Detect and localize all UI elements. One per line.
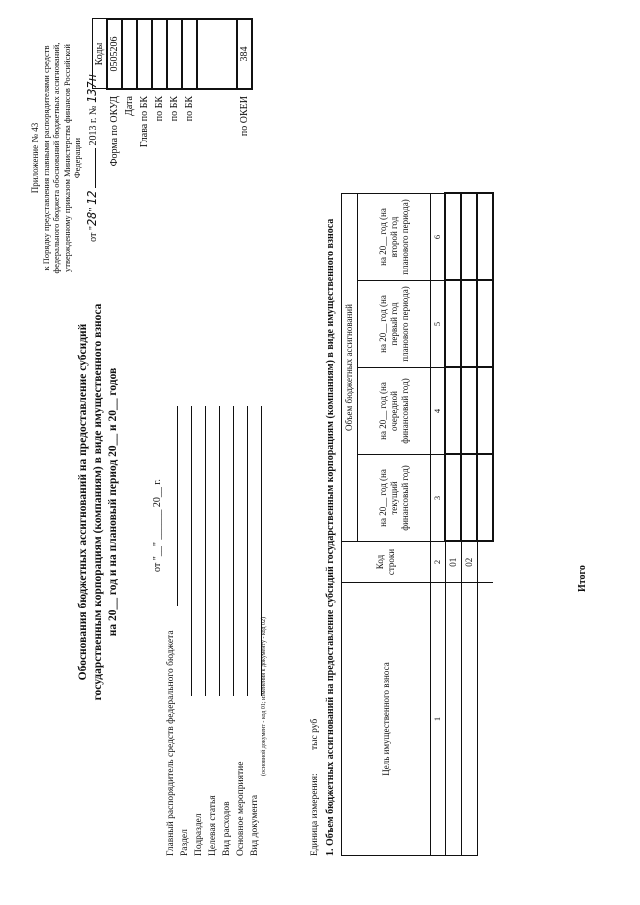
target-article-label: Целевая статья bbox=[208, 795, 218, 856]
col-num-4: 4 bbox=[431, 368, 446, 455]
form-title bbox=[76, 242, 121, 762]
codes-header: Коды bbox=[93, 19, 108, 89]
okud-label: Форма по ОКУД bbox=[109, 96, 120, 167]
unit-value: тыс руб bbox=[310, 718, 320, 750]
date-month: 12 bbox=[84, 190, 99, 205]
column-numbers-row bbox=[431, 194, 446, 856]
bk-label-3: по БК bbox=[184, 96, 195, 122]
header-fields bbox=[164, 406, 271, 856]
glava-value bbox=[137, 19, 152, 89]
appendix-line-3: утвержденному приказом Министерства финансов Российской bbox=[61, 44, 72, 272]
section-line[interactable] bbox=[181, 406, 192, 696]
field-section bbox=[178, 406, 192, 856]
total-cell[interactable] bbox=[477, 368, 493, 455]
okud-value: 0505206 bbox=[107, 19, 122, 89]
title-line-1: Обоснования бюджетных ассигнований на предоставление субсидий bbox=[77, 323, 89, 681]
total-cell[interactable] bbox=[477, 455, 493, 542]
col-first-plan-year: на 20__ год (на первый год планового периода) bbox=[358, 281, 431, 368]
col-num-6: 6 bbox=[431, 194, 446, 281]
row-code: 02 bbox=[461, 542, 477, 583]
appendix-number: Приложение № 43 bbox=[30, 122, 40, 194]
title-line-2: государственным корпорациям (компаниям) в виде имущественного взноса bbox=[92, 303, 104, 701]
field-subsection bbox=[192, 406, 206, 856]
value-cell[interactable] bbox=[461, 368, 477, 455]
value-cell[interactable] bbox=[445, 194, 461, 281]
col-current-year: на 20__ год (на текущий финансовый год) bbox=[358, 455, 431, 542]
total-label: Итого bbox=[577, 565, 588, 592]
manager-line[interactable] bbox=[167, 406, 178, 606]
appendix-line-4: Федерации bbox=[72, 137, 82, 179]
codes-table bbox=[92, 18, 253, 170]
col-num-5: 5 bbox=[431, 281, 446, 368]
col-num-2: 2 bbox=[431, 542, 446, 583]
target-article-line[interactable] bbox=[209, 406, 220, 696]
expense-type-label: Вид расходов bbox=[222, 801, 232, 856]
date-value bbox=[122, 19, 137, 89]
col-volume-header: Объем бюджетных ассигнований bbox=[342, 194, 358, 542]
col-purpose-header: Цель имущественного взноса bbox=[342, 583, 431, 856]
date-label: Дата bbox=[124, 96, 135, 116]
main-event-line[interactable] bbox=[237, 406, 248, 696]
section-title: 1. Объем бюджетных ассигнований на предоставление субсидий государственным корпорациям (компаниям) в виде имущественного взноса bbox=[325, 218, 336, 856]
purpose-cell[interactable] bbox=[461, 583, 477, 856]
value-cell[interactable] bbox=[445, 281, 461, 368]
doc-note-row bbox=[262, 406, 271, 856]
col-code-header: Код строки bbox=[342, 542, 431, 583]
title-line-3: на 20__ год и на плановый период 20__ и 20__ годов bbox=[107, 367, 119, 637]
table-row bbox=[477, 194, 493, 856]
doc-type-note: (основной документ - код 01; изменения к документу - код 02) bbox=[261, 617, 267, 776]
document-date: от "__" ______ 20__ г. bbox=[152, 479, 163, 572]
okei-label: по ОКЕИ bbox=[239, 96, 250, 137]
value-cell[interactable] bbox=[445, 368, 461, 455]
order-number: 137н bbox=[84, 74, 99, 104]
col-second-plan-year: на 20__ год (на второй год планового периода) bbox=[358, 194, 431, 281]
appendix-line-2: федерального бюджета обоснований бюджетных ассигнований, bbox=[51, 42, 61, 274]
field-manager bbox=[164, 406, 178, 856]
col-num-1: 1 bbox=[431, 583, 446, 856]
field-target-article bbox=[206, 406, 220, 856]
date-mid: " bbox=[87, 205, 99, 212]
volume-table bbox=[341, 193, 494, 857]
field-main-event bbox=[234, 406, 248, 856]
bk-label-1: по БК bbox=[154, 96, 165, 122]
expense-type-line[interactable] bbox=[223, 406, 234, 696]
section-label: Раздел bbox=[180, 829, 190, 856]
value-cell[interactable] bbox=[461, 281, 477, 368]
col-num-3: 3 bbox=[431, 455, 446, 542]
appendix-line-1: к Порядку представления главными распорядителями средств bbox=[40, 45, 51, 271]
unit-label: Единица измерения: bbox=[310, 773, 320, 856]
table-row bbox=[461, 194, 477, 856]
subsection-label: Подраздел bbox=[194, 813, 204, 856]
date-prefix: от " bbox=[87, 226, 99, 242]
purpose-cell[interactable] bbox=[445, 583, 461, 856]
subsection-line[interactable] bbox=[195, 406, 206, 696]
manager-label: Главный распорядитель средств федерального бюджета bbox=[166, 630, 176, 856]
total-cell[interactable] bbox=[477, 194, 493, 281]
total-cell[interactable] bbox=[477, 281, 493, 368]
bk-value-1 bbox=[152, 19, 167, 89]
value-cell[interactable] bbox=[461, 194, 477, 281]
row-code: 01 bbox=[445, 542, 461, 583]
glava-label: Глава по БК bbox=[139, 96, 150, 148]
doc-type-label: Вид документа bbox=[250, 794, 260, 856]
bk-value-2 bbox=[167, 19, 182, 89]
bk-label-2: по БК bbox=[169, 96, 180, 122]
table-row bbox=[445, 194, 461, 856]
date-day: 28 bbox=[84, 211, 99, 227]
value-cell[interactable] bbox=[461, 455, 477, 542]
col-next-year: на 20__ год (на очередной финансовый год) bbox=[358, 368, 431, 455]
okei-value: 384 bbox=[237, 19, 252, 89]
date-suffix: 2013 г. № bbox=[87, 105, 99, 146]
bk-value-3 bbox=[182, 19, 197, 89]
rotated-form-page bbox=[20, 12, 620, 892]
value-cell[interactable] bbox=[445, 455, 461, 542]
main-event-label: Основное мероприятие bbox=[236, 761, 246, 856]
field-expense-type bbox=[220, 406, 234, 856]
